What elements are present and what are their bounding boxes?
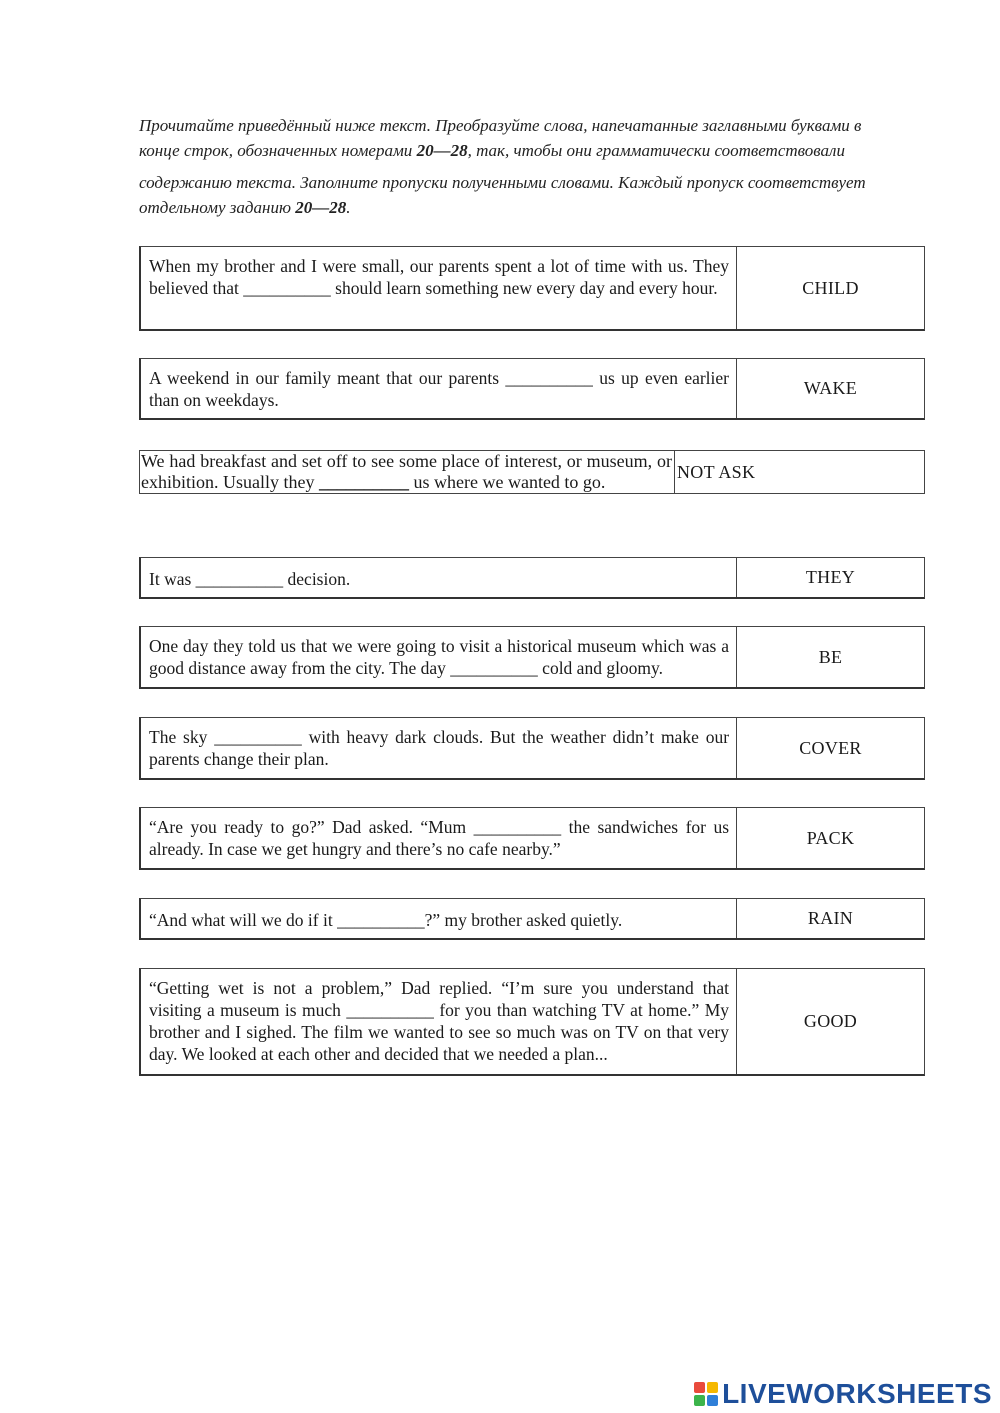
keyword-8: RAIN [807, 908, 854, 928]
answer-blank-8[interactable]: __________ [337, 910, 425, 930]
task-box-2 [139, 358, 925, 420]
task-box-9 [139, 968, 925, 1076]
keyword-5: BE [818, 646, 843, 667]
keyword-3: NOT ASK [677, 461, 756, 482]
logo-square-4 [707, 1395, 718, 1406]
keyword-4: THEY [805, 567, 856, 587]
task-box-7 [139, 807, 925, 870]
instructions-line-4: отдельному заданию 20—28. [139, 198, 351, 217]
keyword-6: COVER [799, 737, 862, 758]
task-text-9: “Getting wet is not a problem,” Dad replied. “I’m sure you understand that visiting a museum is much __________ for you than watching TV at home.” My brother and I sighed. The film we wanted to see so much was on TV on that very day. We looked at each other and decided that we needed a plan... [141, 969, 737, 1074]
instructions-continued [139, 170, 939, 220]
task-text-2: A weekend in our family meant that our parents __________ us up even earlier than on weekdays. [141, 359, 737, 418]
answer-blank-7[interactable]: __________ [473, 817, 562, 837]
task-text-8: “And what will we do if it __________?” my brother asked quietly. [141, 899, 737, 938]
task-text-7: “Are you ready to go?” Dad asked. “Mum __________ the sandwiches for us already. In case we get hungry and there’s no cafe nearby.” [141, 808, 737, 868]
task-box-1 [139, 246, 925, 331]
logo-square-3 [694, 1395, 705, 1406]
answer-blank-5[interactable]: __________ [450, 658, 538, 678]
liveworksheets-logo [694, 1379, 992, 1409]
liveworksheets-logo-icon [694, 1382, 718, 1406]
instructions-line-3: содержанию текста. Заполните пропуски полученными словами. Каждый пропуск соответствует [139, 173, 866, 192]
task-box-6 [139, 717, 925, 780]
task-text-1: When my brother and I were small, our parents spent a lot of time with us. They believed that __________ should learn something new every day and every hour. [141, 247, 737, 329]
answer-blank-4[interactable]: __________ [195, 569, 284, 589]
answer-blank-2[interactable]: __________ [505, 368, 593, 388]
task-text-6: The sky __________ with heavy dark clouds. But the weather didn’t make our parents change their plan. [141, 718, 737, 778]
keyword-1: CHILD [802, 277, 859, 298]
answer-blank-1[interactable]: __________ [243, 278, 331, 298]
task-text-4: It was __________ decision. [141, 558, 737, 597]
answer-blank-6[interactable]: __________ [214, 727, 302, 747]
instructions-line-1: Прочитайте приведённый ниже текст. Преобразуйте слова, напечатанные заглавными буквами в [139, 116, 862, 135]
keyword-7: PACK [806, 827, 855, 848]
task-text-5: One day they told us that we were going to visit a historical museum which was a good distance away from the city. The day __________ cold and gloomy. [141, 627, 737, 687]
liveworksheets-logo-text: LIVEWORKSHEETS [722, 1378, 992, 1409]
instructions [139, 113, 939, 163]
answer-blank-3[interactable]: __________ [318, 472, 409, 492]
task-box-8 [139, 898, 925, 940]
task-box-4 [139, 557, 925, 599]
logo-square-1 [694, 1382, 705, 1393]
task-box-3 [139, 450, 925, 494]
keyword-2: WAKE [803, 378, 858, 398]
task-box-5 [139, 626, 925, 689]
keyword-9: GOOD [803, 1011, 858, 1031]
instructions-line-2: конце строк, обозначенных номерами 20—28, так, чтобы они грамматически соответствовали [139, 141, 845, 160]
answer-blank-9[interactable]: __________ [346, 1000, 434, 1020]
task-text-3: We had breakfast and set off to see some place of interest, or museum, or exhibition. Usually they __________ us where we wanted to go. [140, 451, 675, 493]
logo-square-2 [707, 1382, 718, 1393]
